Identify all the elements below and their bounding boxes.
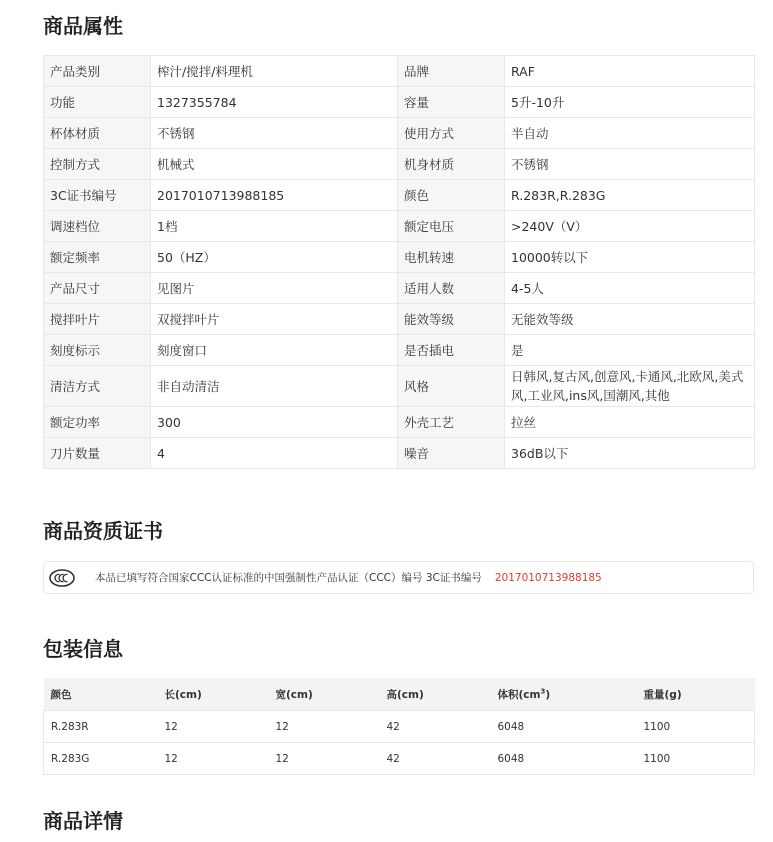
attribute-key: 控制方式 [44,149,151,180]
attribute-value: 榨汁/搅拌/料理机 [151,56,398,87]
header-volume-sup: 3 [540,687,546,695]
attribute-value: 4 [151,438,398,469]
attribute-row [44,366,755,407]
attribute-key: 清洁方式 [44,366,151,407]
details-title: 商品详情 [43,809,123,833]
certificate-text: 本品已填写符合国家CCC认证标准的中国强制性产品认证（CCC）编号 3C证书编号 [95,572,482,584]
package-cell: 12 [158,743,269,775]
ccc-icon [49,569,75,587]
attribute-value: 拉丝 [505,407,755,438]
package-cell: R.283R [44,711,158,743]
attribute-key: 额定功率 [44,407,151,438]
header-volume [491,678,637,711]
header-volume-tail: ) [545,688,551,701]
attribute-key: 功能 [44,87,151,118]
package-cell: 12 [269,711,380,743]
header-volume-label: 体积(cm [497,688,541,701]
attribute-key: 能效等级 [398,304,505,335]
package-cell: R.283G [44,743,158,775]
header-weight: 重量(g) [637,678,755,711]
attribute-key: 是否插电 [398,335,505,366]
attribute-key: 外壳工艺 [398,407,505,438]
header-width: 宽(cm) [269,678,380,711]
header-length: 长(cm) [158,678,269,711]
attribute-value: RAF [505,56,755,87]
attribute-key: 噪音 [398,438,505,469]
attribute-row [44,335,755,366]
attribute-key: 调速档位 [44,211,151,242]
attribute-value: 不锈钢 [151,118,398,149]
package-cell: 42 [380,711,491,743]
package-title: 包装信息 [43,637,123,661]
attribute-value: 2017010713988185 [151,180,398,211]
attribute-value: 不锈钢 [505,149,755,180]
attribute-key: 额定电压 [398,211,505,242]
attribute-row [44,149,755,180]
attribute-value: 非自动清洁 [151,366,398,407]
attribute-key: 使用方式 [398,118,505,149]
attribute-value: 双搅拌叶片 [151,304,398,335]
attribute-key: 容量 [398,87,505,118]
attribute-row [44,273,755,304]
package-cell: 12 [269,743,380,775]
package-cell: 12 [158,711,269,743]
attribute-value: R.283R,R.283G [505,180,755,211]
attribute-value: >240V（V） [505,211,755,242]
attribute-value: 10000转以下 [505,242,755,273]
table-row [44,711,755,743]
attribute-row [44,118,755,149]
attribute-key: 电机转速 [398,242,505,273]
attribute-key: 刀片数量 [44,438,151,469]
attribute-row [44,304,755,335]
attribute-value: 300 [151,407,398,438]
attribute-key: 额定频率 [44,242,151,273]
package-cell: 42 [380,743,491,775]
attribute-key: 颜色 [398,180,505,211]
package-table [43,678,755,775]
attribute-value: 36dB以下 [505,438,755,469]
attribute-key: 品牌 [398,56,505,87]
certificate-title: 商品资质证书 [43,519,163,543]
attribute-value: 4-5人 [505,273,755,304]
attribute-key: 搅拌叶片 [44,304,151,335]
certificate-number[interactable]: 2017010713988185 [494,571,602,584]
attribute-value: 1327355784 [151,87,398,118]
package-cell: 6048 [491,711,637,743]
attribute-row [44,180,755,211]
attribute-row [44,56,755,87]
attribute-key: 产品尺寸 [44,273,151,304]
package-cell: 1100 [637,743,755,775]
attribute-row [44,438,755,469]
attribute-key: 产品类别 [44,56,151,87]
package-cell: 1100 [637,711,755,743]
header-height: 高(cm) [380,678,491,711]
attribute-value: 1档 [151,211,398,242]
package-header-row [44,678,755,711]
attribute-key: 风格 [398,366,505,407]
attribute-value: 5升-10升 [505,87,755,118]
attribute-value: 50（HZ） [151,242,398,273]
attribute-row [44,211,755,242]
attribute-key: 刻度标示 [44,335,151,366]
attributes-title: 商品属性 [43,14,123,38]
header-color: 颜色 [44,678,158,711]
attribute-row [44,87,755,118]
attribute-key: 杯体材质 [44,118,151,149]
attribute-value: 无能效等级 [505,304,755,335]
attribute-row [44,242,755,273]
attribute-row [44,407,755,438]
package-cell: 6048 [491,743,637,775]
attribute-value: 半自动 [505,118,755,149]
attribute-value: 机械式 [151,149,398,180]
certificate-box [43,561,754,594]
attribute-key: 3C证书编号 [44,180,151,211]
attribute-value: 见图片 [151,273,398,304]
attribute-value: 刻度窗口 [151,335,398,366]
table-row [44,743,755,775]
attribute-key: 适用人数 [398,273,505,304]
attributes-table [43,55,755,469]
attribute-key: 机身材质 [398,149,505,180]
attribute-value: 日韩风,复古风,创意风,卡通风,北欧风,美式风,工业风,ins风,国潮风,其他 [505,366,755,407]
attribute-value: 是 [505,335,755,366]
